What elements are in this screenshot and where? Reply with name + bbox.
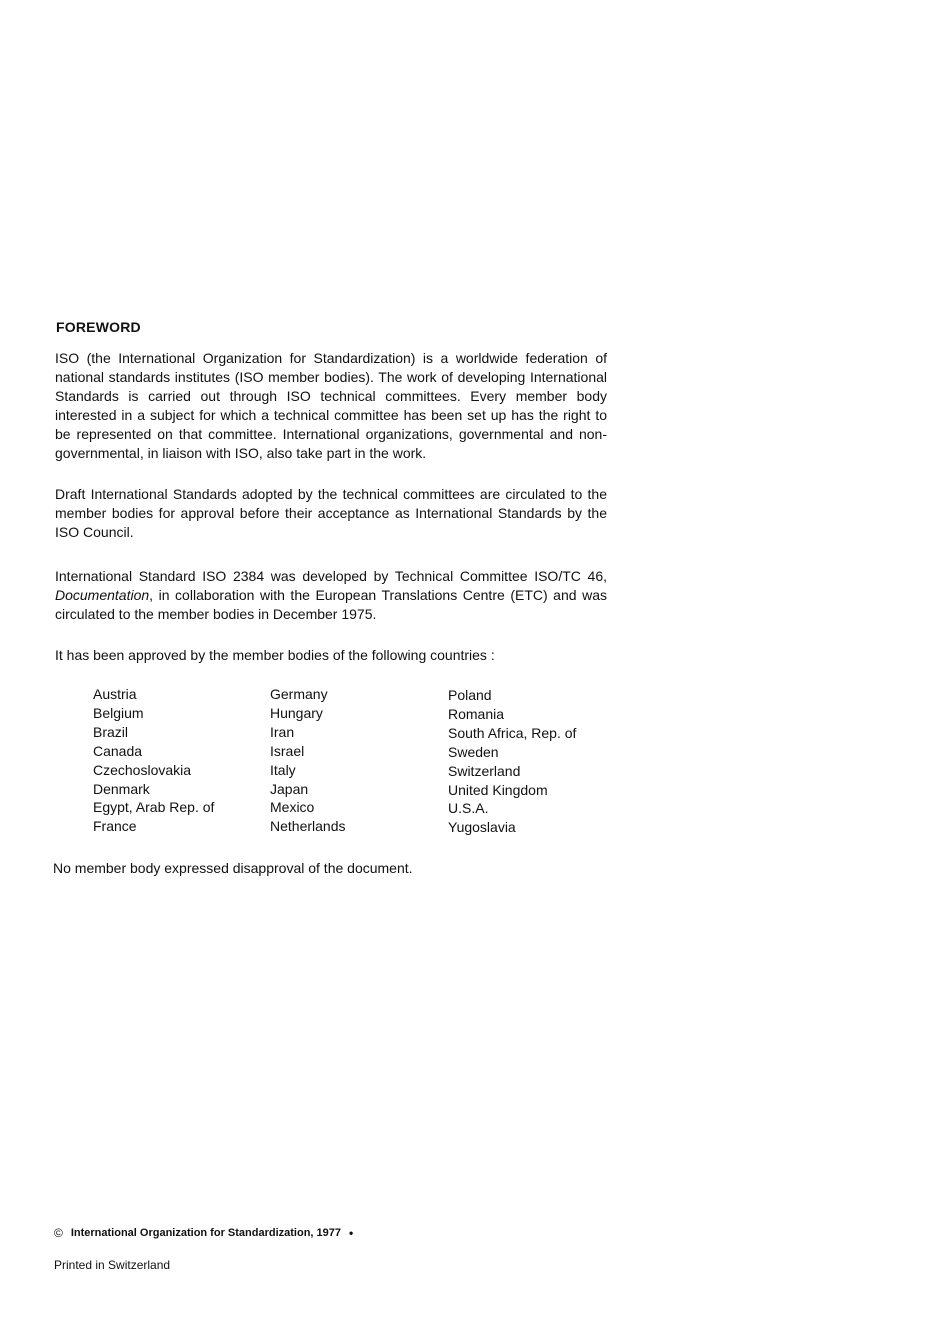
country-item: Israel xyxy=(270,742,305,759)
country-item: Canada xyxy=(93,742,143,759)
country-list xyxy=(0,685,950,845)
country-item: United Kingdom xyxy=(448,781,548,798)
closing-statement: No member body expressed disapproval of the document. xyxy=(53,860,413,876)
country-item: Yugoslavia xyxy=(448,819,516,836)
country-item: Belgium xyxy=(93,704,144,721)
committee-title: Documentation xyxy=(55,587,150,603)
country-item: Austria xyxy=(93,686,137,702)
copyright-text: International Organization for Standardization, 1977 xyxy=(70,1227,341,1239)
country-item: Brazil xyxy=(93,723,129,740)
country-item: Czechoslovakia xyxy=(93,761,192,778)
country-item: Netherlands xyxy=(270,818,346,835)
country-item: Switzerland xyxy=(448,762,521,779)
standard-text-part-1: International Standard ISO 2384 was developed by Technical Committee ISO/TC 46, xyxy=(55,568,607,584)
country-item: Sweden xyxy=(448,743,499,760)
foreword-paragraph-approval: It has been approved by the member bodies of the following countries : xyxy=(55,647,495,663)
copyright-icon: © xyxy=(54,1226,63,1240)
country-item: Romania xyxy=(448,705,505,722)
foreword-heading: FOREWORD xyxy=(56,319,141,335)
copyright-line xyxy=(54,1226,353,1240)
country-item: South Africa, Rep. of xyxy=(448,724,577,741)
country-item: Poland xyxy=(448,687,492,703)
country-column-2 xyxy=(270,685,346,836)
country-item: Germany xyxy=(270,686,328,702)
standard-text-part-2: , in collaboration with the European Translations Centre (ETC) and was circulated to the member bodies in December 1975. xyxy=(55,587,607,622)
country-item: Egypt, Arab Rep. of xyxy=(93,799,215,816)
country-item: Mexico xyxy=(270,799,315,816)
printed-location: Printed in Switzerland xyxy=(54,1258,171,1272)
bullet-icon: • xyxy=(349,1226,354,1240)
foreword-paragraph-draft: Draft International Standards adopted by the technical committees are circulated to the member bodies for approval before their acceptance as International Standards by the ISO Council. xyxy=(55,486,607,540)
country-column-1 xyxy=(93,685,214,836)
country-item: Denmark xyxy=(93,780,150,797)
country-item: U.S.A. xyxy=(448,800,489,817)
country-item: Japan xyxy=(270,780,309,797)
country-item: Hungary xyxy=(270,704,323,721)
country-item: Italy xyxy=(270,761,296,778)
country-column-3 xyxy=(448,686,576,837)
foreword-paragraph-iso: ISO (the International Organization for Standardization) is a worldwide federation of national standards institutes (ISO member bodies). The work of developing International Standards is carried out through ISO technical committees. Every member body interested in a subject for which a technical committee has been set up has the right to be represented on that committee. International organizations, governmental and non-governmental, in liaison with ISO, also take part in the work. xyxy=(55,350,607,461)
foreword-paragraph-standard xyxy=(55,567,607,624)
country-item: Iran xyxy=(270,723,295,740)
country-item: France xyxy=(93,818,137,835)
